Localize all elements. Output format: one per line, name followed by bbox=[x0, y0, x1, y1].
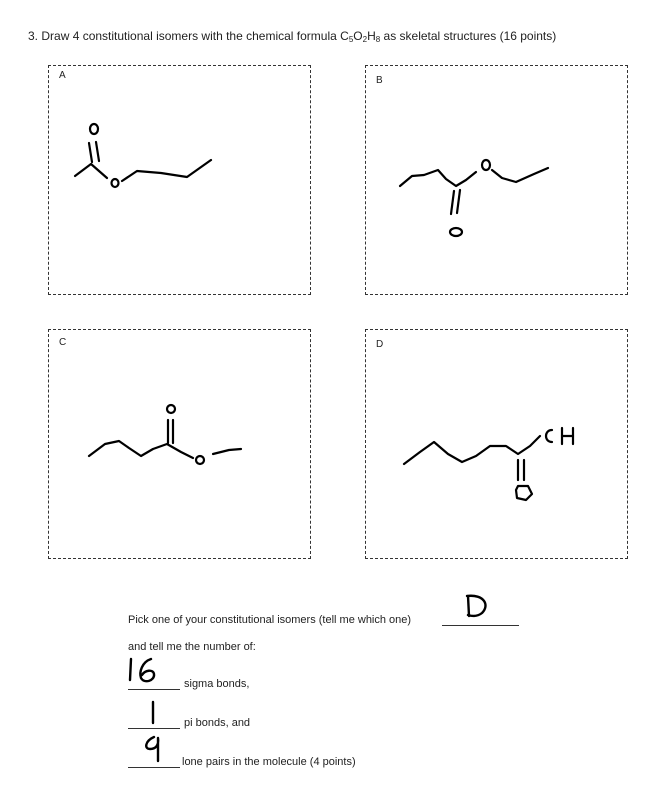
box-label-a: A bbox=[59, 70, 66, 81]
question-text-after: as skeletal structures (16 points) bbox=[380, 29, 557, 43]
question-heading bbox=[28, 29, 556, 43]
pick-answer-glyph bbox=[462, 591, 492, 621]
box-label-c: C bbox=[59, 337, 67, 348]
pi-bonds-label: pi bonds, and bbox=[184, 717, 251, 729]
lone-pairs-answer-line[interactable] bbox=[128, 767, 180, 768]
box-label-b: B bbox=[376, 75, 383, 86]
pick-answer-line[interactable] bbox=[442, 625, 519, 626]
sigma-answer-line[interactable] bbox=[128, 689, 180, 690]
sigma-answer-glyph bbox=[125, 656, 165, 686]
formula-sub-h: 8 bbox=[375, 35, 381, 44]
sigma-bonds-label: sigma bonds, bbox=[184, 678, 250, 690]
structure-drawing-c bbox=[49, 330, 312, 560]
drawing-box-b[interactable] bbox=[365, 65, 628, 295]
question-number: 3. bbox=[28, 29, 39, 43]
pi-answer-glyph bbox=[145, 699, 165, 729]
formula-o: O bbox=[353, 29, 363, 43]
pick-isomer-prompt: Pick one of your constitutional isomers (tell me which one) bbox=[128, 614, 412, 626]
drawing-box-d[interactable] bbox=[365, 329, 628, 559]
lone-pairs-label: lone pairs in the molecule (4 points) bbox=[182, 756, 356, 768]
formula-sub-o: 2 bbox=[362, 35, 368, 44]
drawing-box-a[interactable] bbox=[48, 65, 311, 295]
structure-drawing-a bbox=[49, 66, 312, 296]
drawing-box-c[interactable] bbox=[48, 329, 311, 559]
lone-pairs-answer-glyph bbox=[140, 733, 170, 765]
structure-drawing-b bbox=[366, 66, 629, 296]
formula-h: H bbox=[367, 29, 376, 43]
structure-drawing-d bbox=[366, 330, 629, 560]
tell-number-prompt: and tell me the number of: bbox=[128, 641, 256, 653]
formula-sub-c: 5 bbox=[348, 35, 354, 44]
box-label-d: D bbox=[376, 339, 384, 350]
question-text-before: Draw 4 constitutional isomers with the chemical formula C bbox=[41, 29, 349, 43]
